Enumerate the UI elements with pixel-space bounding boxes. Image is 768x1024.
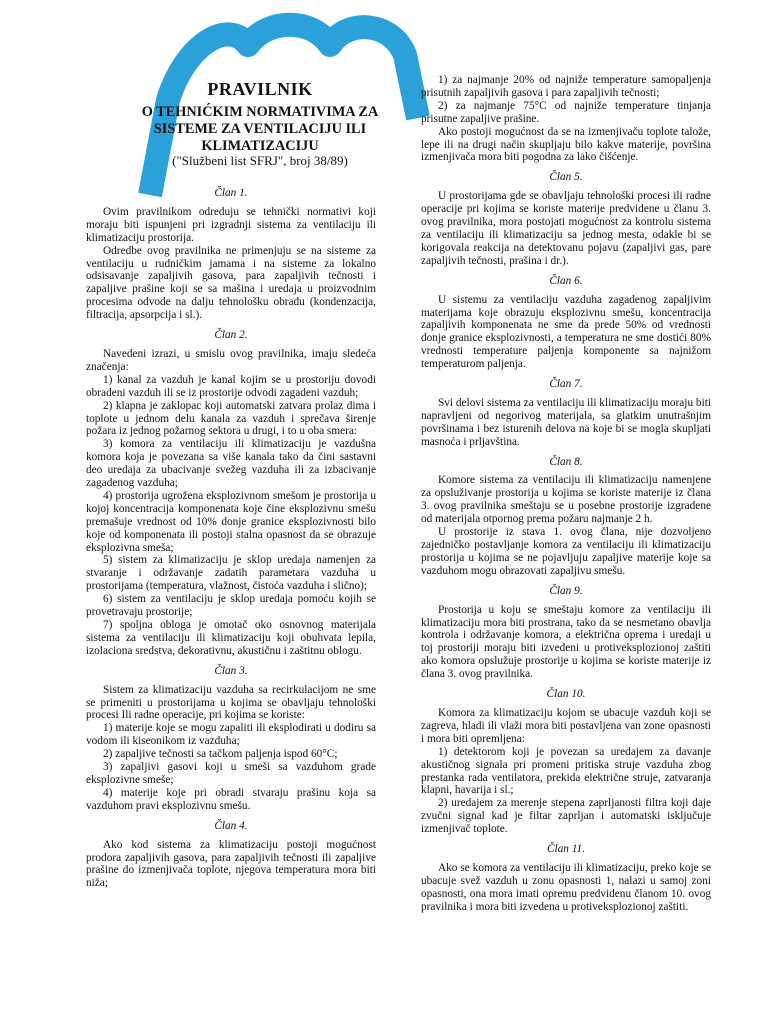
list-item: 2) uredajem za merenje stepena zaprljanosti filtra koji daje zvučni signal kad je filtar zaprljan i automatski isključuje izmenjivač toplote. (421, 797, 711, 836)
paragraph: Komore sistema za ventilaciju ili klimatizaciju namenjene za opsluživanje prostorija u kojima se koriste materije iz člana 3. ovog pravilnika smeštaju se u posebne prostorije izgradene od materijala otpornog prema požaru najmanje 2 h. (421, 474, 711, 526)
list-item: 4) prostorija ugrožena eksplozivnom smešom je prostorija u kojoj koncentracija komponenata koje čine eksplozivnu smešu premašuje vrednost od 10% donje granice eksplozivnosti bilo koje od komponenata ili postoji stalna opasnost da se obrazuje eksplozivna smeša; (86, 489, 376, 554)
left-column (86, 187, 376, 890)
paragraph: Navedeni izrazi, u smislu ovog pravilnika, imaju sledeća značenja: (86, 347, 376, 373)
list-item: 3) komora za ventilaciju ili klimatizaciju je vazdušna komora koja je povezana sa više kanala tako da čini sastavni deo uredaja za ubacivanje svežeg vazduha ili za izbacivanje zagadenog vazduha; (86, 438, 376, 490)
list-item: 3) zapaljivi gasovi koji u smeši sa vazduhom grade eksplozivne smeše; (86, 761, 376, 786)
article-heading: Član 2. (214, 329, 248, 342)
paragraph: U prostorijama gde se obavljaju tehnološki procesi ili radne operacije pri kojima se koriste materije predvidene u članu 3. ovog pravilnika, mora postojati mogućnost za kontrolu sistema za ventilaciju ili klimatizaciju sa jednog mesta, odakle bi se korigovala reakcija na detektovanu pojavu (zapaljivi gas, pare zapaljivih tečnosti, prašina i dr.). (421, 190, 711, 267)
article-heading: Član 4. (214, 819, 248, 832)
paragraph: Ako kod sistema za klimatizaciju postoji mogućnost prodora zapaljivih gasova, para zapaljivih tečnosti ili zapaljive prašine do izmenjivača toplote, njegova temperatura mora biti niža; (86, 838, 376, 890)
paragraph: Ako postoji mogućnost da se na izmenjivaču toplote talože, lepe ili na drugi način skupljaju bilo kakve materije, površina izmenjivača mora biti pogodna za lako čišćenje. (421, 125, 711, 164)
article-heading: Član 10. (546, 688, 586, 701)
paragraph: U sistemu za ventilaciju vazduha zagadenog zapaljivim materijama koje obrazuju eksplozivnu smešu, koncentracija zapaljivih komponenata ne sme da prede 50% od vrednosti donje granice eksplozivnosti, a temperatura ne sme dostići 80% vrednosti temperature paljenja komponente sa najnižom temperaturom paljenja. (421, 293, 711, 371)
document-subtitle (100, 104, 420, 155)
paragraph: Svi delovi sistema za ventilaciju ili klimatizaciju moraju biti napravljeni od negorivog materijala, sa glatkim unutrašnjim površinama i bez isturenih delova na koje bi se mogla skupljati masnoća i prljavština. (421, 396, 711, 448)
list-item: 1) detektorom koji je povezan sa uredajem za davanje akustičnog signala pri promeni pritiska struje vazduha zbog prestanka rada ventilatora, prekida električne struje, zatvaranja klapni, havarija i sl.; (421, 745, 711, 797)
subtitle-line: O TEHNIĆKIM NORMATIVIMA ZA (141, 104, 379, 120)
article-heading: Član 7. (549, 378, 583, 391)
paragraph: Sistem za klimatizaciju vazduha sa recirkulacijom ne sme se primeniti u prostorijama u kojima se obavljaju tehnološki procesi Ili radne operacije, pri kojima se koriste: (86, 683, 376, 722)
article-heading: Član 8. (549, 455, 583, 468)
article-heading: Član 9. (549, 584, 583, 597)
right-column (421, 74, 711, 914)
subtitle-line: SISTEME ZA VENTILACIJU ILI (153, 121, 367, 137)
article-heading: Član 1. (214, 187, 248, 199)
list-item: 7) spoljna obloga je omotač oko osnovnog materijala sistema za ventilaciju ili klimatizaciju koji obuhvata lepila, izolaciona sredstva, dekorativnu, akustičnu i zaštitnu oblogu. (86, 619, 376, 657)
list-item: 1) materije koje se mogu zapaliti ili eksplodirati u dodiru sa vodom ili kiseonikom iz vazduha; (86, 722, 376, 748)
paragraph: Prostorija u koju se smeštaju komore za ventilaciju ili klimatizaciju mora biti prostrana, tako da se nesmetano obavlja kontrola i održavanje komora, a električna oprema i uredaji u toj prostoriji moraju biti izvedeni u protiveksplozionoj zaštiti ako komora opslužuje prostorije u kojima se koriste materije iz člana 3. ovog pravilnika. (421, 603, 711, 681)
list-item: 1) za najmanje 20% od najniže temperature samopaljenja prisutnih zapaljivih gasova i para zapaljivih tečnosti; (421, 74, 711, 99)
document-title: PRAVILNIK (207, 79, 313, 99)
subtitle-line: KLIMATIZACIJU (201, 138, 319, 154)
list-item: 6) sistem za ventilaciju je sklop uredaja pomoću kojih se provetravaju prostorije; (86, 593, 376, 619)
list-item: 2) za najmanje 75°C od najniže temperature tinjanja prisutne zapaljive prašine. (421, 99, 711, 125)
paragraph: Ako se komora za ventilaciju ili klimatizaciju, preko koje se ubacuje svež vazduh u zonu opasnosti 1, nalazi u samoj zoni opasnosti, ona mora imati opremu predvidenu članom 10. ovog pravilnika i mora biti izvedena u protiveksplozionoj zaštiti. (421, 861, 711, 913)
gazette-citation: ("Službeni list SFRJ", broj 38/89) (172, 153, 348, 168)
paragraph: Odredbe ovog pravilnika ne primenjuju se na sisteme za ventilaciju u rudničkim jamama i na sisteme za lokalno odsisavanje zapaljivih gasova, para zapaljivih tečnosti i zapaljive prašine koji se sa mašina i uredaja u proizvodnim procesima odvode na dalju tehnološku obradu (kondenzacija, filtracija, apsorpcija i sl.). (86, 244, 376, 322)
article-heading: Član 3. (214, 664, 248, 677)
paragraph: U prostorije iz stava 1. ovog člana, nije dozvoljeno zajedničko postavljanje komora za ventilaciju ili klimatizaciju prostorija u kojima se ne pojavljuju zapaljive materije koje sa vazduhom mogu obrazovati zapaljivu smešu. (421, 526, 711, 577)
article-heading: Član 11. (546, 843, 586, 856)
paragraph: Komora za klimatizaciju kojom se ubacuje vazduh koji se zagreva, hladi ili vlaži mora biti postavljena van zone opasnosti i mora biti opremljena: (421, 706, 711, 745)
list-item: 2) klapna je zaklopac koji automatski zatvara prolaz dima i toplote u jednom delu kanala za vazduh i sprečava širenje požara iz jednog požarnog sektora u drugi, i to u oba smera: (86, 399, 376, 438)
list-item: 5) sistem za klimatizaciju je sklop uredaja namenjen za stvaranje i održavanje zadatih parametara vazduha u prostorijama (temperatura, vlažnost, čistoća vazduha i slično); (86, 554, 376, 593)
article-heading: Član 5. (549, 171, 583, 184)
article-heading: Član 6. (549, 274, 583, 287)
list-item: 1) kanal za vazduh je kanal kojim se u prostoriju dovodi obradeni vazduh ili se iz prostorije odvodi zagadeni vazduh; (86, 373, 376, 399)
list-item: 4) materije koje pri obradi stvaraju prašinu koja sa vazduhom pravi eksplozivnu smešu. (86, 786, 376, 812)
paragraph: Ovim pravilnikom odreduju se tehnički normativi koji moraju biti ispunjeni pri izgradnji sistema za ventilaciju ili klimatizaciju prostorija. (86, 205, 376, 244)
list-item: 2) zapaljive tečnosti sa tačkom paljenja ispod 60°C; (103, 748, 338, 761)
